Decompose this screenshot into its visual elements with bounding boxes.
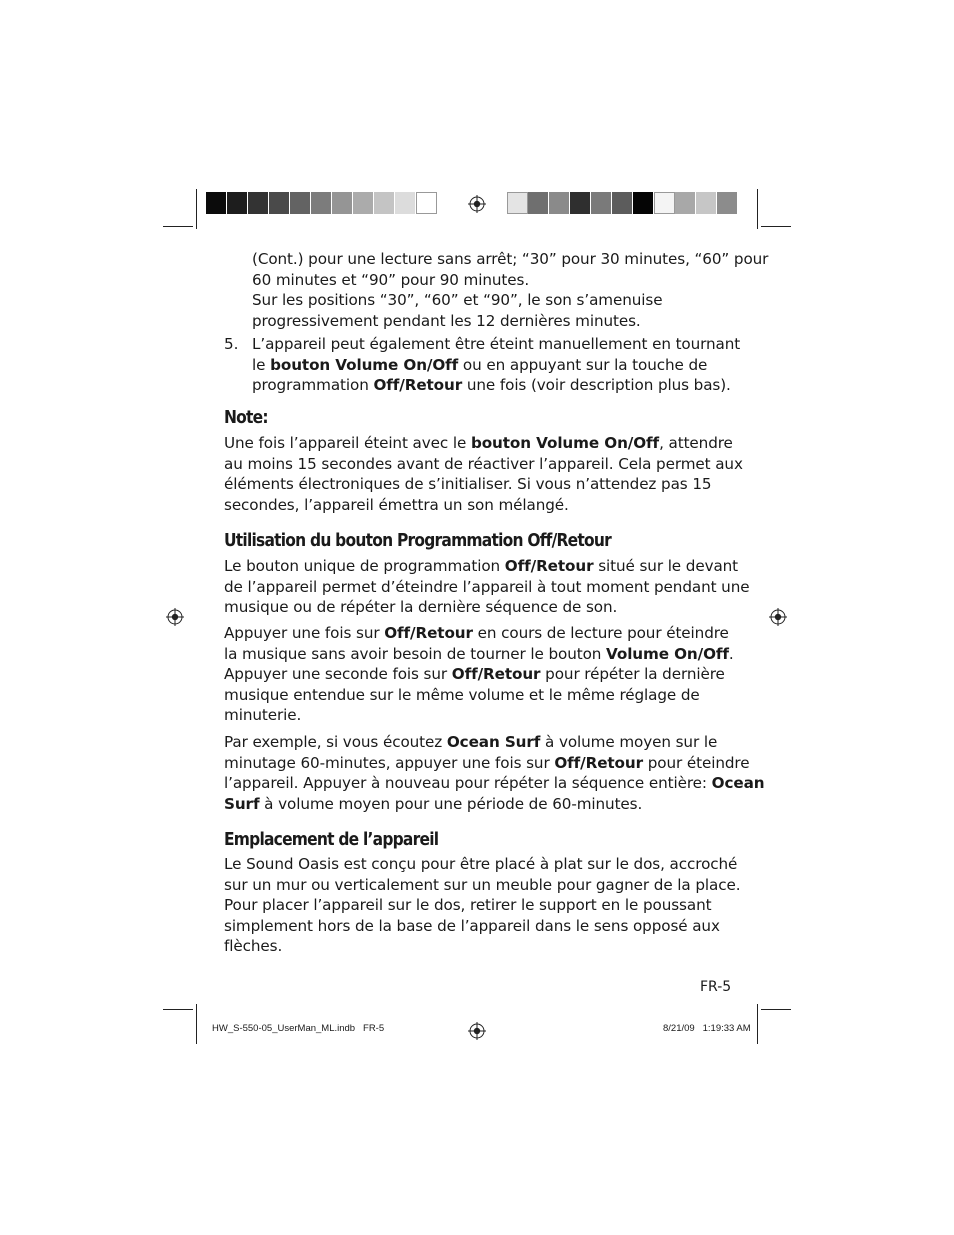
text-span: le [252, 355, 271, 374]
text-line [224, 794, 764, 815]
text-line [252, 375, 740, 396]
color-swatch [290, 192, 311, 214]
text-line: musique ou de répéter la dernière séquence de son. [224, 598, 618, 617]
intro-paragraph [252, 249, 768, 331]
color-swatch [612, 192, 633, 214]
color-swatch [227, 192, 248, 214]
registration-target-icon [468, 195, 486, 213]
section-paragraph [224, 854, 740, 957]
text-line [224, 644, 734, 665]
color-swatch [332, 192, 353, 214]
text-span: ou en appuyant sur la touche de [458, 355, 708, 374]
text-span: situé sur le devant [593, 557, 739, 575]
bold-term: Off/Retour [554, 753, 643, 772]
text-span: à volume moyen pour une période de 60-minutes. [259, 794, 643, 813]
text-line: éléments électroniques de s’initialiser. Si vous n’attendez pas 15 [224, 475, 712, 494]
color-swatch [654, 192, 675, 214]
text-span: Par exemple, si vous écoutez [224, 733, 447, 751]
color-swatch [528, 192, 549, 214]
bold-term: Off/Retour [451, 665, 541, 684]
note-heading: Note: [224, 407, 268, 428]
text-line: musique entendue sur le même volume et le même réglage de [224, 685, 700, 704]
text-span: la musique sans avoir besoin de tourner le bouton [224, 644, 607, 663]
text-line: (Cont.) pour une lecture sans arrêt; “30” pour 30 minutes, “60” pour [252, 250, 769, 268]
color-swatch [353, 192, 374, 214]
text-span: une fois (voir description plus bas). [462, 376, 731, 395]
registration-target-icon [769, 608, 787, 626]
crop-mark [163, 1009, 193, 1010]
text-span: en cours de lecture pour éteindre [472, 624, 729, 642]
text-span: l’appareil. Appuyer à nouveau pour répéter la séquence entière: [224, 774, 712, 793]
text-line [224, 433, 743, 454]
bold-term: Off/Retour [373, 376, 463, 395]
section-heading: Utilisation du bouton Programmation Off/Retour [224, 530, 611, 551]
bold-term: Surf [224, 794, 260, 813]
list-item-5 [252, 334, 740, 396]
text-line: flèches. [224, 937, 283, 956]
color-swatch [416, 192, 437, 214]
text-line [224, 664, 734, 685]
text-span: Le bouton unique de programmation [224, 557, 505, 575]
color-swatch [591, 192, 612, 214]
color-calibration-bar [206, 192, 437, 214]
text-span: minutage 60-minutes, appuyer une fois sur [224, 753, 555, 772]
color-swatch [248, 192, 269, 214]
page-number: FR-5 [700, 979, 732, 995]
bold-term: Volume On/Off [606, 644, 729, 663]
crop-mark [757, 1004, 758, 1044]
color-swatch [570, 192, 591, 214]
text-line: progressivement pendant les 12 dernières minutes. [252, 311, 641, 330]
crop-mark [757, 189, 758, 229]
registration-target-icon [166, 608, 184, 626]
text-line [252, 355, 740, 376]
text-line [224, 556, 749, 577]
color-swatch [507, 192, 528, 214]
bold-term: bouton Volume On/Off [270, 355, 459, 374]
color-swatch [549, 192, 570, 214]
note-paragraph [224, 433, 743, 515]
registration-target-icon [468, 1022, 486, 1040]
crop-mark [196, 189, 197, 229]
color-swatch [395, 192, 416, 214]
crop-mark [196, 1004, 197, 1044]
print-slug-date: 8/21/09 1:19:33 AM [663, 1023, 751, 1034]
section-paragraph [224, 732, 764, 814]
text-line: Pour placer l’appareil sur le dos, retirer le support en le poussant [224, 896, 712, 915]
text-line: simplement hors de la base de l’appareil dans le sens opposé aux [224, 916, 720, 935]
color-swatch [675, 192, 696, 214]
text-span: Une fois l’appareil éteint avec le [224, 434, 471, 452]
bold-term: Ocean Surf [446, 733, 541, 751]
text-span: Appuyer une seconde fois sur [224, 665, 452, 684]
text-line [224, 623, 734, 644]
crop-mark [761, 226, 791, 227]
text-line: Le Sound Oasis est conçu pour être placé à plat sur le dos, accroché [224, 855, 738, 873]
crop-mark [163, 226, 193, 227]
bold-term: bouton Volume On/Off [470, 434, 660, 452]
text-span: pour répéter la dernière [540, 665, 725, 684]
crop-mark [761, 1009, 791, 1010]
section-paragraph [224, 623, 734, 726]
text-line [224, 753, 764, 774]
text-line: minuterie. [224, 706, 302, 725]
text-span: à volume moyen sur le [540, 733, 718, 751]
text-span: pour éteindre [643, 753, 750, 772]
color-swatch [269, 192, 290, 214]
color-calibration-bar [507, 192, 738, 214]
text-line: Sur les positions “30”, “60” et “90”, le son s’amenuise [252, 291, 663, 310]
text-span: . [728, 644, 734, 663]
color-swatch [717, 192, 738, 214]
section-paragraph [224, 556, 749, 618]
text-line [224, 732, 764, 753]
color-swatch [633, 192, 654, 214]
color-swatch [206, 192, 227, 214]
color-swatch [311, 192, 332, 214]
color-swatch [374, 192, 395, 214]
text-line: de l’appareil permet d’éteindre l’appareil à tout moment pendant une [224, 577, 750, 596]
color-swatch [696, 192, 717, 214]
text-line [224, 773, 764, 794]
bold-term: Off/Retour [384, 624, 473, 642]
bold-term: Off/Retour [504, 557, 594, 575]
text-span: , attendre [659, 434, 733, 452]
text-line: 60 minutes et “90” pour 90 minutes. [252, 270, 530, 289]
text-span: programmation [252, 376, 374, 395]
bold-term: Ocean [711, 774, 765, 793]
text-line: sur un mur ou verticalement sur un meuble pour gagner de la place. [224, 875, 741, 894]
print-slug-file: HW_S-550-05_UserMan_ML.indb FR-5 [212, 1023, 385, 1034]
text-line: secondes, l’appareil émettra un son mélangé. [224, 495, 569, 514]
text-span: Appuyer une fois sur [224, 624, 385, 642]
list-number: 5. [224, 335, 239, 353]
section-heading: Emplacement de l’appareil [224, 829, 439, 850]
text-line: au moins 15 secondes avant de réactiver l’appareil. Cela permet aux [224, 454, 743, 473]
text-line: L’appareil peut également être éteint manuellement en tournant [252, 335, 741, 353]
